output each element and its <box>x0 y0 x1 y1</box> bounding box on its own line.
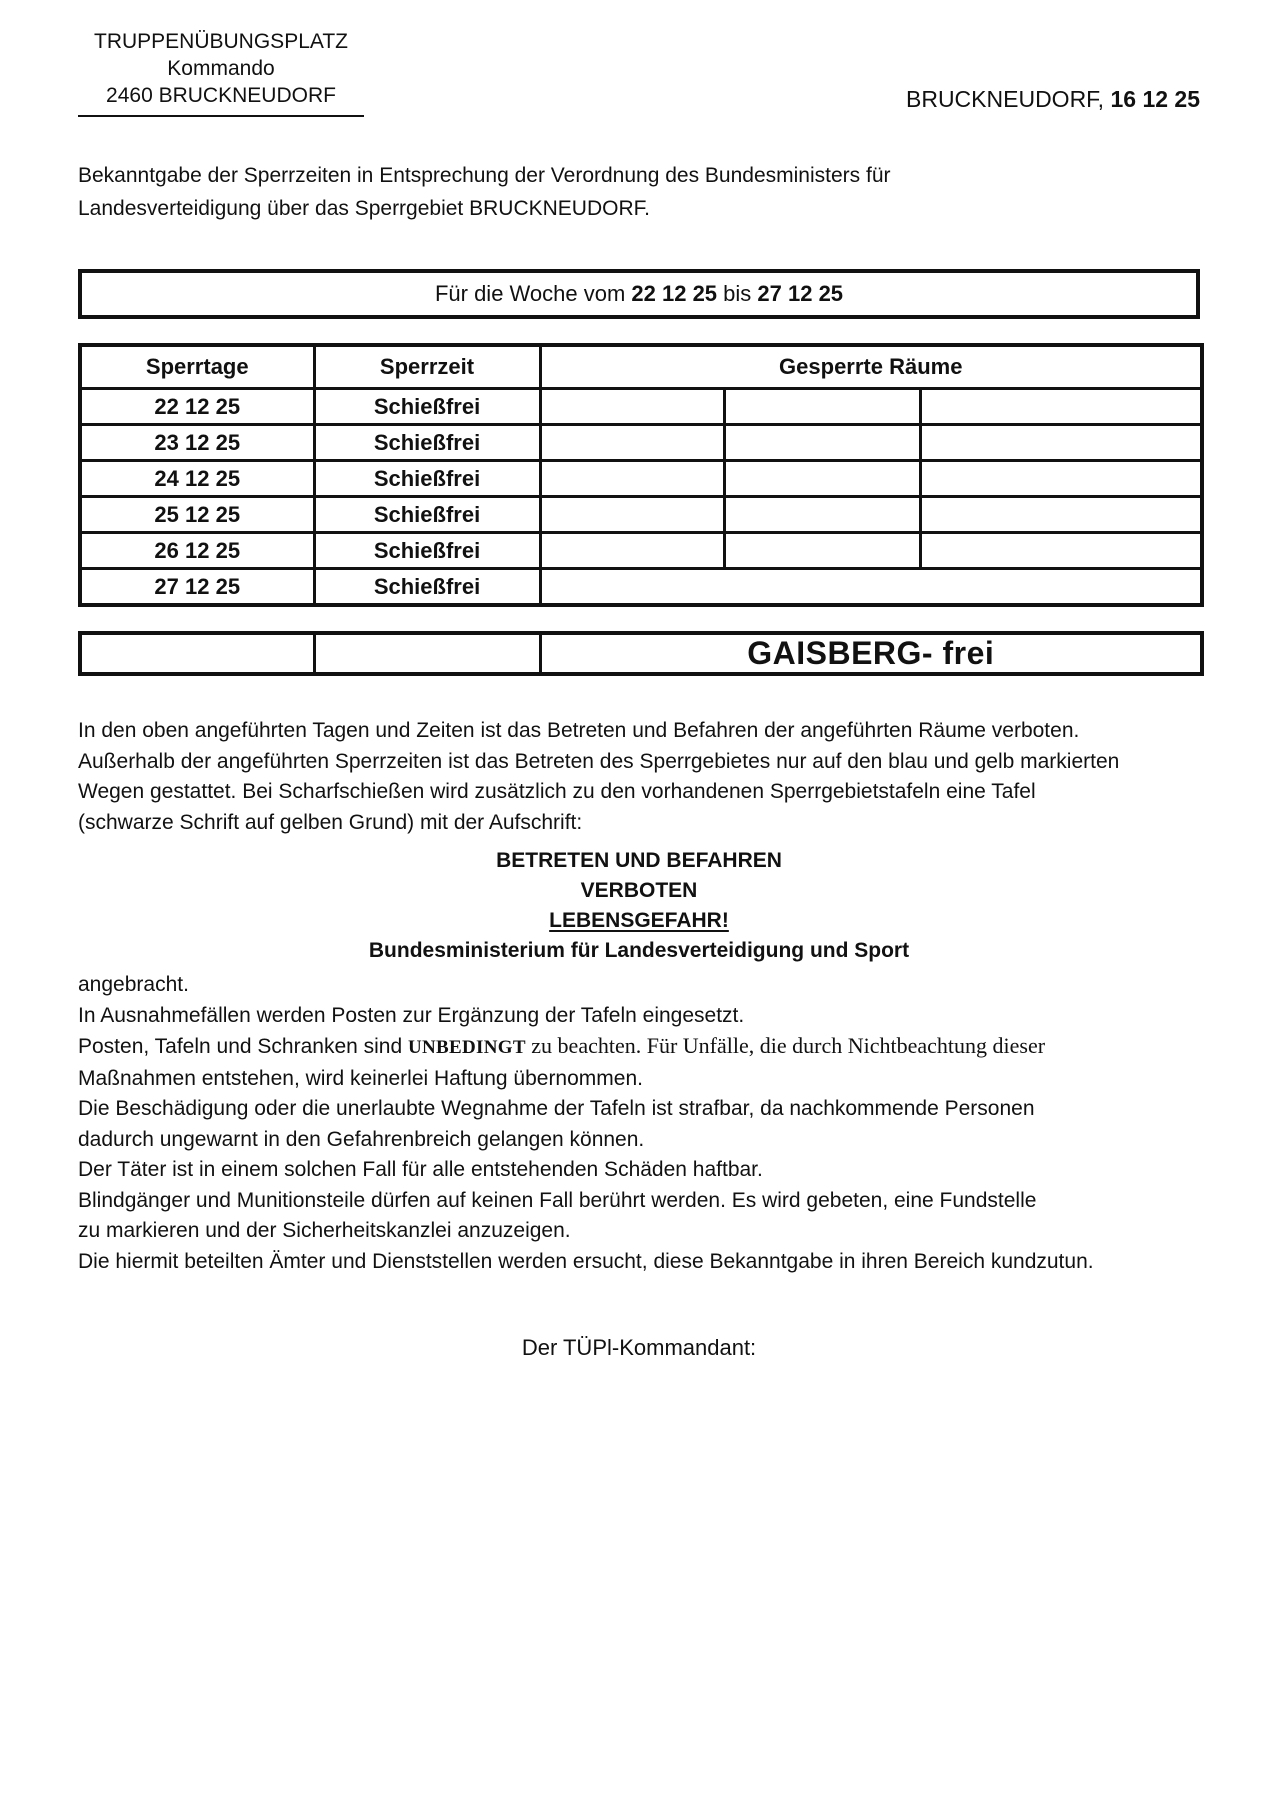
room-cell <box>920 461 1202 497</box>
room-cell <box>920 497 1202 533</box>
letterhead <box>78 28 364 117</box>
table-row <box>80 425 1202 461</box>
body-line: Blindgänger und Munitionsteile dürfen auf keinen Fall berührt werden. Es wird gebeten, eine Fundstelle <box>78 1188 1037 1212</box>
signature-line: Der TÜPl-Kommandant: <box>521 1335 757 1360</box>
notice-line-4: Bundesministerium für Landesverteidigung und Sport <box>368 939 910 962</box>
header-sperrtage: Sperrtage <box>80 345 314 389</box>
date-cell: 27 12 25 <box>80 569 314 606</box>
status-cell: Schießfrei <box>314 389 540 425</box>
dateline <box>906 86 1200 113</box>
room-cell <box>920 425 1202 461</box>
room-cell <box>540 497 724 533</box>
room-cell <box>920 389 1202 425</box>
header-sperrzeit: Sperrzeit <box>314 345 540 389</box>
room-cell <box>724 425 920 461</box>
date-cell: 23 12 25 <box>80 425 314 461</box>
week-banner-connector: bis <box>717 281 758 306</box>
room-cell <box>920 533 1202 569</box>
body-line: angebracht. <box>78 973 189 996</box>
body-line-mixed <box>78 1031 1200 1064</box>
room-cell <box>540 389 724 425</box>
status-cell: Schießfrei <box>314 569 540 606</box>
room-cell <box>724 497 920 533</box>
dateline-date: 16 12 25 <box>1110 86 1200 112</box>
room-cell <box>724 389 920 425</box>
status-cell: Schießfrei <box>314 533 540 569</box>
body-line: (schwarze Schrift auf gelben Grund) mit der Aufschrift: <box>78 810 583 834</box>
date-cell: 25 12 25 <box>80 497 314 533</box>
body-line: dadurch ungewarnt in den Gefahrenbreich gelangen können. <box>78 1127 645 1151</box>
dateline-place: BRUCKNEUDORF, <box>906 86 1105 112</box>
date-cell: 24 12 25 <box>80 461 314 497</box>
week-banner-text <box>435 281 843 307</box>
body-line: In Ausnahmefällen werden Posten zur Ergänzung der Tafeln eingesetzt. <box>78 1003 745 1027</box>
room-cell <box>724 461 920 497</box>
body-text <box>78 716 1200 1277</box>
week-start-date: 22 12 25 <box>631 281 718 306</box>
posten-prefix: Posten, Tafeln und Schranken sind <box>78 1035 409 1058</box>
week-end-date: 27 12 25 <box>757 281 844 306</box>
body-line: In den oben angeführten Tagen und Zeiten ist das Betreten und Befahren der angeführten Räume verboten. <box>78 719 1080 742</box>
sperrzeiten-table <box>78 343 1204 607</box>
intro-paragraph: Bekanntgabe der Sperrzeiten in Entsprechung der Verordnung des Bundesministers für Landesverteidigung über das Sperrgebiet BRUCKNEUDORF. <box>78 164 891 220</box>
notice-line-2: VERBOTEN <box>580 879 698 902</box>
table-row <box>80 497 1202 533</box>
date-cell: 26 12 25 <box>80 533 314 569</box>
gaisberg-empty-cell-1 <box>80 633 314 674</box>
room-cell <box>540 425 724 461</box>
room-cell <box>540 461 724 497</box>
warning-sign-text <box>78 846 1200 966</box>
table-row <box>80 389 1202 425</box>
notice-line-1: BETRETEN UND BEFAHREN <box>496 849 782 872</box>
gaisberg-row <box>80 633 1202 674</box>
posten-serif-segment: zu beachten. Für Unfälle, die durch Nichtbeachtung dieser <box>525 1033 1046 1058</box>
body-line: Maßnahmen entstehen, wird keinerlei Haftung übernommen. <box>78 1066 643 1090</box>
table-row <box>80 533 1202 569</box>
body-line: zu markieren und der Sicherheitskanzlei anzuzeigen. <box>78 1219 571 1242</box>
body-line: Der Täter ist in einem solchen Fall für alle entstehenden Schäden haftbar. <box>78 1158 763 1181</box>
status-cell: Schießfrei <box>314 497 540 533</box>
status-cell: Schießfrei <box>314 461 540 497</box>
date-cell: 22 12 25 <box>80 389 314 425</box>
letterhead-line-2: Kommando <box>167 57 275 80</box>
letterhead-line-1: TRUPPENÜBUNGSPLATZ <box>94 30 348 53</box>
table-row <box>80 569 1202 606</box>
body-line: Außerhalb der angeführten Sperrzeiten ist das Betreten des Sperrgebietes nur auf den blau und gelb markierten <box>78 749 1120 773</box>
body-line: Die hiermit beteilten Ämter und Dienststellen werden ersucht, diese Bekanntgabe in ihren Bereich kundzutun. <box>78 1249 1094 1273</box>
gaisberg-label: GAISBERG- frei <box>540 633 1202 674</box>
body-line: Wegen gestattet. Bei Scharfschießen wird zusätzlich zu den vorhandenen Sperrgebietstafeln eine Tafel <box>78 780 1036 803</box>
week-banner-prefix: Für die Woche vom <box>434 281 632 306</box>
letterhead-line-3: 2460 BRUCKNEUDORF <box>106 84 336 107</box>
gaisberg-box <box>78 631 1204 676</box>
document-header <box>78 0 1200 117</box>
gaisberg-empty-cell-2 <box>314 633 540 674</box>
status-cell: Schießfrei <box>314 425 540 461</box>
table-header-row <box>80 345 1202 389</box>
table-row <box>80 461 1202 497</box>
room-cell <box>540 569 1202 606</box>
header-gesperrte-raeume: Gesperrte Räume <box>540 345 1202 389</box>
body-line: Die Beschädigung oder die unerlaubte Wegnahme der Tafeln ist strafbar, da nachkommende Personen <box>78 1097 1035 1120</box>
notice-line-3: LEBENSGEFAHR! <box>549 909 729 932</box>
posten-unbedingt: UNBEDINGT <box>408 1037 526 1058</box>
week-banner <box>78 269 1200 319</box>
room-cell <box>724 533 920 569</box>
room-cell <box>540 533 724 569</box>
